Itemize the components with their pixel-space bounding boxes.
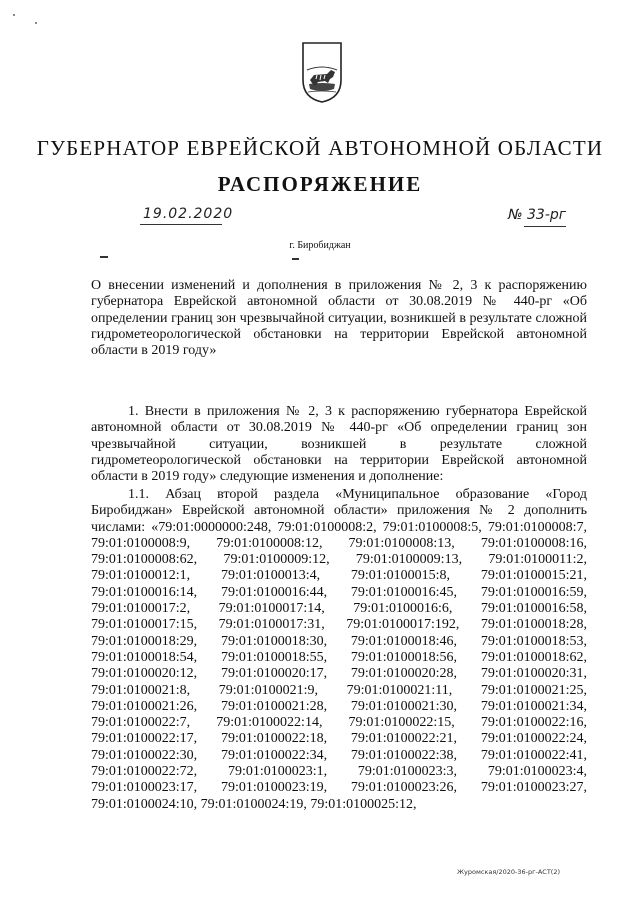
document-date: 19.02.2020 — [143, 206, 234, 222]
number-prefix: № — [508, 207, 523, 223]
document-number — [508, 207, 566, 223]
date-underline — [140, 224, 222, 225]
body-paragraph-1: 1. Внести в приложения № 2, 3 к распоряжению губернатора Еврейской автономной области от 30.08.2019 № 440-рг «Об определении границ зон чрезвычайной ситуации, возникшей в результате сложной гидрометеорологической обстановки на территории Еврейской автономной области в 2019 году» следующие изменения и дополнение: — [91, 404, 587, 485]
page-title: ГУБЕРНАТОР ЕВРЕЙСКОЙ АВТОНОМНОЙ ОБЛАСТИ — [36, 136, 604, 160]
footer-code: Журомская/2020-36-рг-АСТ(2) — [457, 868, 560, 876]
city-name: г. Биробиджан — [289, 240, 351, 251]
document-type: РАСПОРЯЖЕНИЕ — [217, 172, 423, 196]
corner-mark-right — [292, 258, 299, 260]
scan-speck — [35, 22, 37, 24]
document-subject: О внесении изменений и дополнения в приложения № 2, 3 к распоряжению губернатора Еврейской автономной области от 30.08.2019 № 440-рг «Об определении границ зон чрезвычайной ситуации, возникшей в результате сложной гидрометеорологической обстановки на территории Еврейской автономной области в 2019 году» — [91, 278, 587, 359]
coat-of-arms-icon — [300, 40, 344, 104]
body-paragraph-2: 1.1. Абзац второй раздела «Муниципальное образование «Город Биробиджан» Еврейской автономной области» приложения № 2 дополнить числами: «79:01:0000000:248, 79:01:0100008:2, 79:01:0100008:5, 79:01:0100008:7, 79:01:0100008:9, 79:01:0100008:12, 79:01:0100008:13, 79:01:0100008:16, 79:01:0100008:62, 79:01:0100009:12, 79:01:0100009:13, 79:01:0100011:2, 79:01:0100012:1, 79:01:0100013:4, 79:01:0100015:8, 79:01:0100015:21, 79:01:0100016:14, 79:01:0100016:44, 79:01:0100016:45, 79:01:0100016:59, 79:01:0100017:2, 79:01:0100017:14, 79:01:0100016:6, 79:01:0100016:58, 79:01:0100017:15, 79:01:0100017:31, 79:01:0100017:192, 79:01:0100018:28, 79:01:0100018:29, 79:01:0100018:30, 79:01:0100018:46, 79:01:0100018:53, 79:01:0100018:54, 79:01:0100018:55, 79:01:0100018:56, 79:01:0100018:62, 79:01:0100020:12, 79:01:0100020:17, 79:01:0100020:28, 79:01:0100020:31, 79:01:0100021:8, 79:01:0100021:9, 79:01:0100021:11, 79:01:0100021:25, 79:01:0100021:26, 79:01:0100021:28, 79:01:0100021:30, 79:01:0100021:34, 79:01:0100022:7, 79:01:0100022:14, 79:01:0100022:15, 79:01:0100022:16, 79:01:0100022:17, 79:01:0100022:18, 79:01:0100022:21, 79:01:0100022:24, 79:01:0100022:30, 79:01:0100022:34, 79:01:0100022:38, 79:01:0100022:41, 79:01:0100022:72, 79:01:0100023:1, 79:01:0100023:3, 79:01:0100023:4, 79:01:0100023:17, 79:01:0100023:19, 79:01:0100023:26, 79:01:0100023:27, 79:01:0100024:10, 79:01:0100024:19, 79:01:0100025:12, — [91, 487, 587, 812]
number-value: 33-рг — [527, 207, 567, 223]
corner-mark-left — [100, 256, 108, 258]
scan-speck — [13, 14, 15, 16]
number-underline — [524, 226, 566, 227]
